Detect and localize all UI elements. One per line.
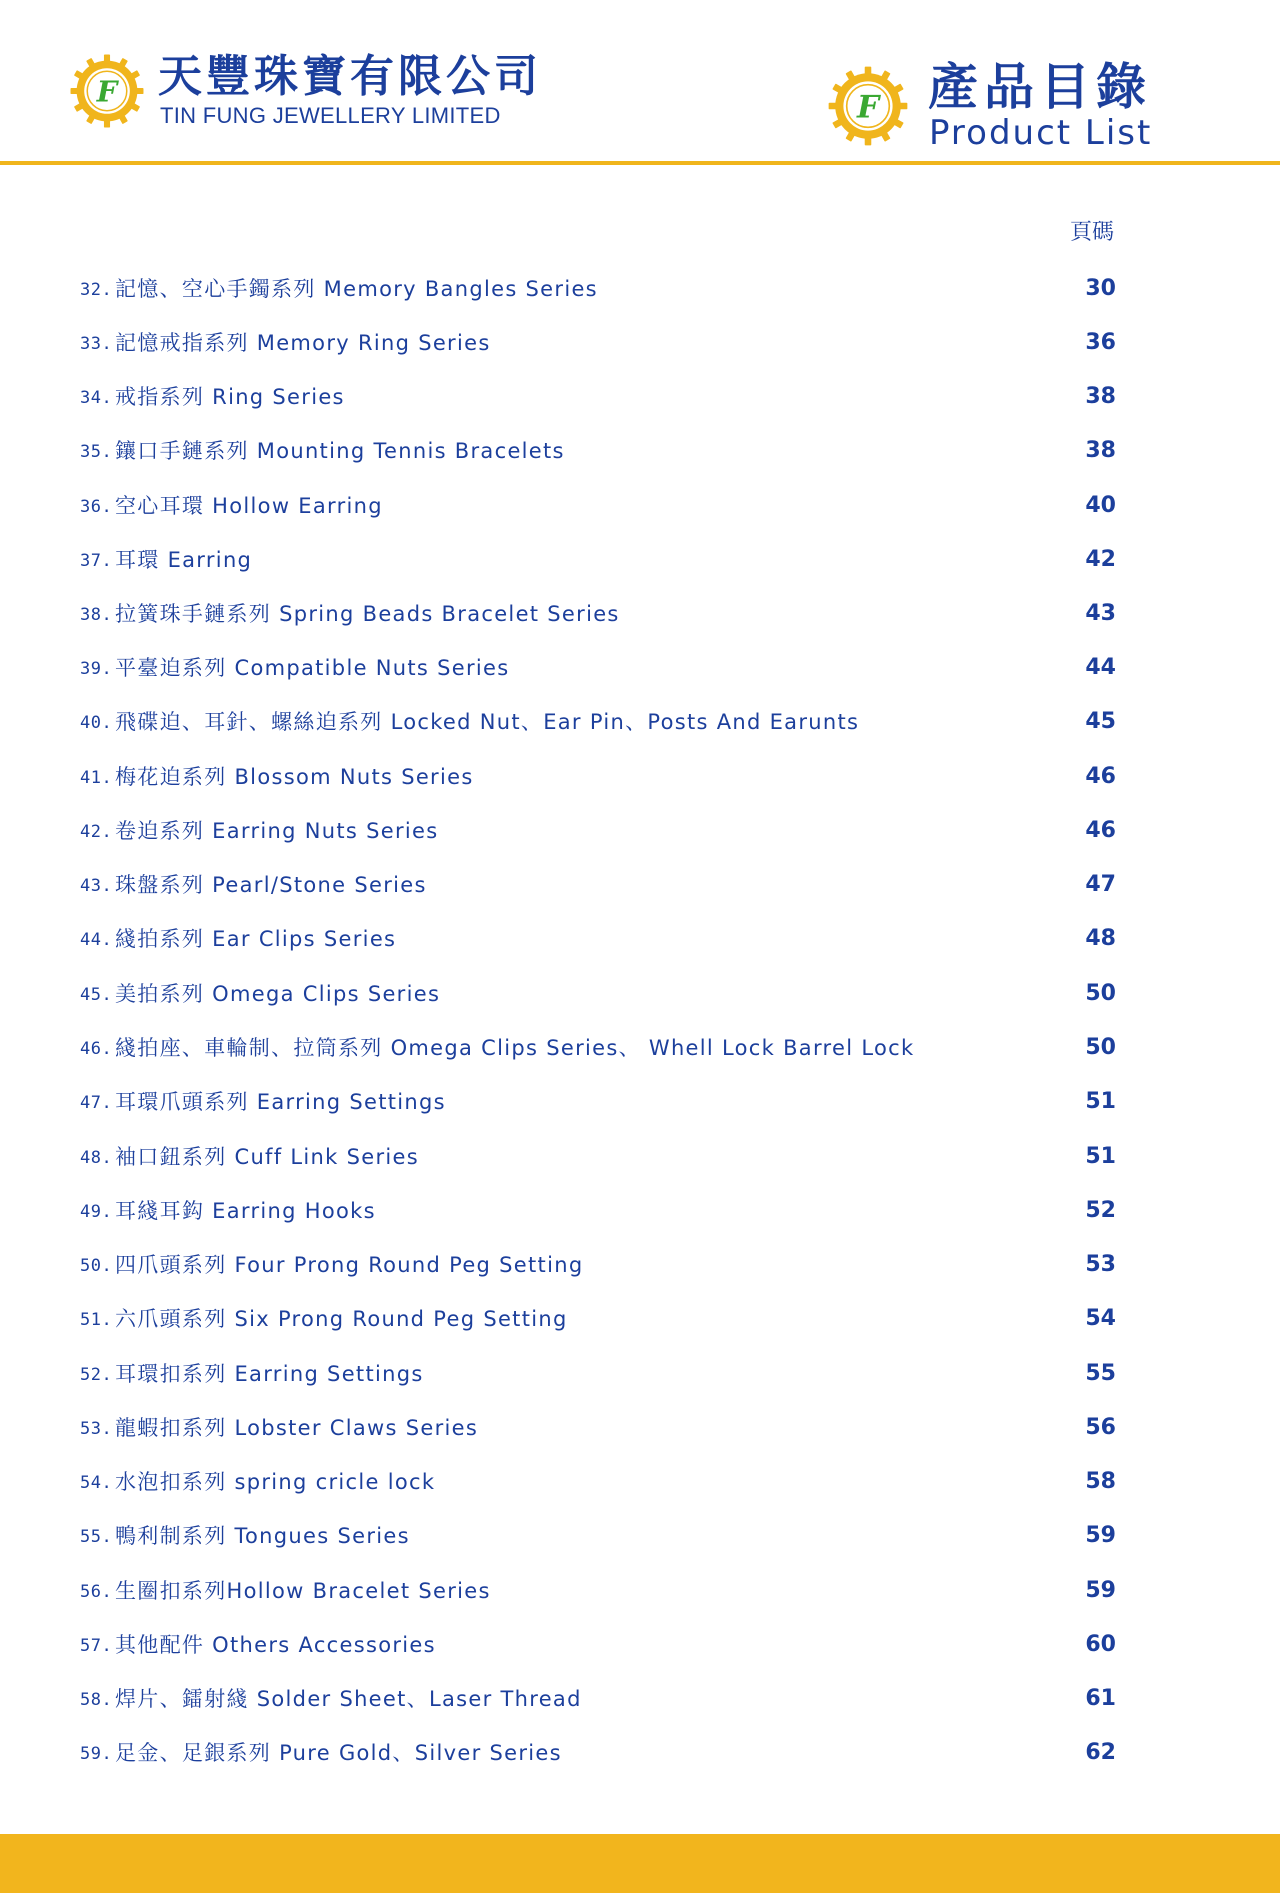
toc-row [0,1682,1280,1716]
toc-item-label: 袖口鈕系列 Cuff Link Series [115,1145,419,1169]
page-title-chinese: 產品目錄 [928,58,1152,116]
toc-item-number: 48. [80,1148,113,1168]
toc-row [0,1302,1280,1336]
toc-row [0,705,1280,739]
toc-item-label: 綫拍座、車輪制、拉筒系列 Omega Clips Series、 Whell Lock Barrel Lock [115,1036,915,1060]
toc-item-page-number: 59 [1085,1578,1116,1603]
toc-item-label: 耳綫耳鈎 Earring Hooks [115,1199,376,1223]
toc-item-number: 57. [80,1636,113,1656]
toc-item-page-number: 44 [1085,655,1116,680]
toc-row [0,434,1280,468]
toc-item-page-number: 60 [1085,1632,1116,1657]
toc-item-number: 46. [80,1039,113,1059]
toc-item-label: 珠盤系列 Pearl/Stone Series [115,873,427,897]
toc-item-number: 53. [80,1419,113,1439]
toc-item-page-number: 58 [1085,1469,1116,1494]
toc-item-number: 58. [80,1690,113,1710]
toc-row [0,489,1280,523]
header-divider [0,161,1280,165]
page-title-english: Product List [929,113,1153,153]
toc-item-number: 39. [80,659,113,679]
toc-item-page-number: 51 [1085,1089,1116,1114]
toc-item-page-number: 46 [1085,764,1116,789]
toc-item-number: 38. [80,605,113,625]
toc-item-number: 56. [80,1582,113,1602]
gear-logo-icon [69,53,145,129]
toc-item-number: 55. [80,1527,113,1547]
toc-item-page-number: 30 [1085,276,1116,301]
toc-item-label: 美拍系列 Omega Clips Series [115,982,441,1006]
toc-item-page-number: 55 [1085,1361,1116,1386]
page-header [0,0,1280,168]
toc-item-label: 焊片、鐳射綫 Solder Sheet、Laser Thread [115,1687,582,1711]
toc-item-number: 45. [80,985,113,1005]
toc-item-number: 52. [80,1365,113,1385]
toc-item-page-number: 46 [1085,818,1116,843]
toc-item-page-number: 43 [1085,601,1116,626]
toc-item-label: 耳環爪頭系列 Earring Settings [115,1090,446,1114]
svg-text:F: F [856,89,880,126]
toc-row [0,922,1280,956]
toc-item-page-number: 52 [1085,1198,1116,1223]
toc-row [0,868,1280,902]
toc-row [0,760,1280,794]
toc-item-number: 51. [80,1310,113,1330]
toc-item-label: 龍蝦扣系列 Lobster Claws Series [115,1416,479,1440]
toc-item-label: 記憶戒指系列 Memory Ring Series [115,331,491,355]
toc-row [0,1628,1280,1662]
toc-item-number: 47. [80,1093,113,1113]
gear-logo-icon [827,65,909,147]
toc-row [0,1465,1280,1499]
toc-item-page-number: 59 [1085,1523,1116,1548]
toc-item-number: 33. [80,334,113,354]
toc-item-label: 鑲口手鏈系列 Mounting Tennis Bracelets [115,439,565,463]
toc-item-label: 梅花迫系列 Blossom Nuts Series [115,765,474,789]
svg-text:F: F [96,74,118,109]
toc-row [0,1248,1280,1282]
toc-item-label: 耳環 Earring [115,548,253,572]
toc-item-page-number: 50 [1085,1035,1116,1060]
toc-item-page-number: 50 [1085,981,1116,1006]
toc-row [0,1031,1280,1065]
toc-row [0,543,1280,577]
toc-item-label: 水泡扣系列 spring cricle lock [115,1470,436,1494]
toc-item-number: 32. [80,280,113,300]
toc-row [0,326,1280,360]
toc-row [0,1574,1280,1608]
toc-item-label: 空心耳環 Hollow Earring [115,494,383,518]
toc-row [0,1736,1280,1770]
footer-band [0,1834,1280,1893]
toc-item-page-number: 54 [1085,1306,1116,1331]
toc-item-page-number: 47 [1085,872,1116,897]
toc-item-page-number: 36 [1085,330,1116,355]
toc-item-number: 34. [80,388,113,408]
toc-item-label: 六爪頭系列 Six Prong Round Peg Setting [115,1307,568,1331]
toc-item-label: 鴨利制系列 Tongues Series [115,1524,410,1548]
toc-item-label: 四爪頭系列 Four Prong Round Peg Setting [115,1253,584,1277]
toc-row [0,1519,1280,1553]
toc-item-number: 50. [80,1256,113,1276]
toc-item-number: 59. [80,1744,113,1764]
toc-row [0,272,1280,306]
toc-item-number: 42. [80,822,113,842]
company-name-english: TIN FUNG JEWELLERY LIMITED [160,103,501,128]
toc-item-number: 54. [80,1473,113,1493]
toc-item-label: 生圈扣系列Hollow Bracelet Series [115,1579,491,1603]
toc-row [0,1357,1280,1391]
toc-item-number: 49. [80,1202,113,1222]
toc-row [0,1194,1280,1228]
page-number-column-label: 頁碼 [1070,220,1115,245]
toc-item-number: 44. [80,930,113,950]
toc-item-page-number: 42 [1085,547,1116,572]
toc-row [0,380,1280,414]
toc-item-page-number: 51 [1085,1144,1116,1169]
toc-row [0,1085,1280,1119]
toc-item-label: 足金、足銀系列 Pure Gold、Silver Series [115,1741,562,1765]
toc-row [0,977,1280,1011]
toc-item-label: 綫拍系列 Ear Clips Series [115,927,397,951]
toc-item-label: 耳環扣系列 Earring Settings [115,1362,424,1386]
toc-item-number: 43. [80,876,113,896]
company-name-chinese: 天豐珠寶有限公司 [158,51,542,102]
toc-item-number: 35. [80,442,113,462]
toc-item-number: 40. [80,713,113,733]
toc-item-page-number: 56 [1085,1415,1116,1440]
toc-item-page-number: 62 [1085,1740,1116,1765]
toc-item-page-number: 48 [1085,926,1116,951]
toc-item-label: 拉簧珠手鏈系列 Spring Beads Bracelet Series [115,602,620,626]
toc-item-number: 37. [80,551,113,571]
toc-item-page-number: 53 [1085,1252,1116,1277]
toc-item-page-number: 38 [1085,384,1116,409]
toc-item-number: 36. [80,497,113,517]
toc-item-page-number: 61 [1085,1686,1116,1711]
toc-row [0,814,1280,848]
toc-item-label: 平臺迫系列 Compatible Nuts Series [115,656,510,680]
toc-item-number: 41. [80,768,113,788]
toc-row [0,1140,1280,1174]
toc-item-label: 飛碟迫、耳針、螺絲迫系列 Locked Nut、Ear Pin、Posts And Earunts [115,710,860,734]
toc-row [0,651,1280,685]
toc-item-label: 卷迫系列 Earring Nuts Series [115,819,439,843]
toc-row [0,597,1280,631]
toc-item-page-number: 45 [1085,709,1116,734]
toc-item-label: 戒指系列 Ring Series [115,385,345,409]
toc-item-label: 其他配件 Others Accessories [115,1633,436,1657]
toc-item-label: 記憶、空心手鐲系列 Memory Bangles Series [115,277,598,301]
toc-row [0,1411,1280,1445]
toc-item-page-number: 40 [1085,493,1116,518]
toc-item-page-number: 38 [1085,438,1116,463]
